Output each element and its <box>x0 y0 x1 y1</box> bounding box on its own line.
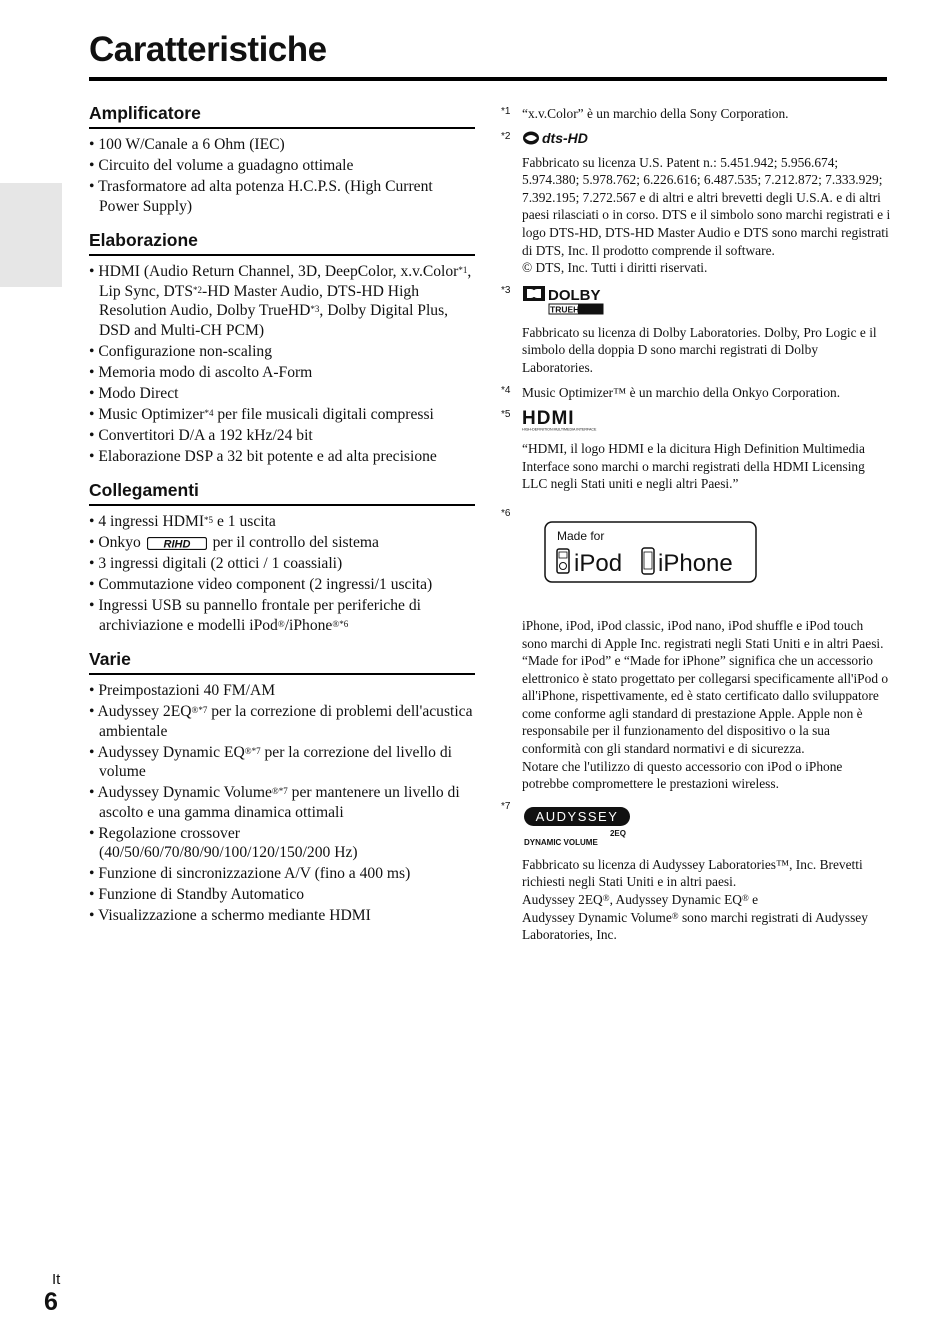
footnote-text: Music Optimizer™ è un marchio della Onkyo Corporation. <box>522 384 841 400</box>
list-item: • Audyssey Dynamic $EQ^{®*7}$ per la correzione del livello di volume <box>89 743 475 782</box>
footnote-text: “HDMI, il logo HDMI e la dicitura High Definition Multimedia Interface sono marchi o marchi registrati della HDMI Licensing LLC negli Stati uniti e negli altri Paesi.” <box>522 441 865 492</box>
footnote-1 <box>501 105 891 123</box>
list-item: • Configurazione non-scaling <box>89 342 475 362</box>
list-item: • Trasformatore ad alta potenza H.C.P.S. (High Current Power Supply) <box>89 177 475 216</box>
svg-text:RIHD: RIHD <box>163 538 191 550</box>
list-item: • Funzione di sincronizzazione A/V (fino a 400 ms) <box>89 864 475 884</box>
svg-text:AUDYSSEY: AUDYSSEY <box>535 808 619 824</box>
dolby-truehd-logo <box>522 284 608 316</box>
footnotes-column <box>501 105 891 951</box>
svg-text:Made for: Made for <box>557 528 605 543</box>
section-heading: Collegamenti <box>89 480 475 506</box>
footnote-mark: *7 <box>501 800 511 812</box>
list-item: • Memoria modo di ascolto A-Form <box>89 363 475 383</box>
section-collegamenti <box>89 480 475 635</box>
footnote-text: “x.v.Color” è un marchio della Sony Corporation. <box>522 106 789 121</box>
svg-text:DYNAMIC VOLUME: DYNAMIC VOLUME <box>524 837 598 847</box>
footnote-text: iPhone, iPod, iPod classic, iPod nano, iPod shuffle e iPod touch sono marchi di Apple Inc. registrati negli Stati Uniti e in altri Paesi. <box>522 617 884 651</box>
list-item: • Onkyo RIHD per il controllo del sistema <box>89 533 475 553</box>
list-item: • Music Optimizer$^{*4}$ per file musicali digitali compressi <box>89 405 475 425</box>
list-item: • Elaborazione DSP a 32 bit potente e ad alta precisione <box>89 447 475 467</box>
svg-text:2EQ: 2EQ <box>609 828 626 838</box>
footnote-text: Notare che l'utilizzo di questo accessorio con iPod o iPhone potrebbe compromettere le prestazioni wireless. <box>522 758 843 792</box>
list-item: • 100 W/Canale a 6 Ohm (IEC) <box>89 135 475 155</box>
footnote-mark: *1 <box>501 106 511 117</box>
footnote-7 <box>501 800 891 944</box>
footnote-text: “Made for iPod” e “Made for iPhone” significa che un accessorio elettronico è stato progettato per collegarsi specificamente all'iPod o all'iPhone, rispettivamente, ed è stato certificato dallo sviluppatore come conforme agli standard di prestazione Apple. Apple non è responsabile per il funzionamento del dispositivo o la sua conformità con gli standard normativi e di sicurezza. <box>522 653 889 757</box>
section-heading: Varie <box>89 649 475 675</box>
svg-text:dts-HD: dts-HD <box>542 129 588 146</box>
footnote-mark: *6 <box>501 507 511 519</box>
list-item: • HDMI (Audio Return Channel, 3D, DeepColor, x.v.Color$^{*1}$, Lip Sync, DTS$^{*2}$-HD Master Audio, DTS-HD High Resolution Audio, Dolby TrueHD$^{*3}$, Dolby Digital Plus, DSD and Multi-CH PCM) <box>89 262 475 340</box>
footnote-3 <box>501 284 891 377</box>
footnote-4 <box>501 384 891 402</box>
section-heading: Amplificatore <box>89 103 475 129</box>
list-item: • Audyssey $2EQ^{®*7}$ per la correzione di problemi dell'acustica ambientale <box>89 702 475 741</box>
list-item: • 4 ingressi HDMI$^{*5}$ e 1 uscita <box>89 512 475 532</box>
list-item: • Commutazione video component (2 ingressi/1 uscita) <box>89 575 475 595</box>
list-item: • Circuito del volume a guadagno ottimale <box>89 156 475 176</box>
audyssey-logo <box>522 806 632 852</box>
page-title: Caratteristiche <box>89 30 327 69</box>
list-item: • Modo Direct <box>89 384 475 404</box>
section-amplificatore <box>89 103 475 216</box>
svg-text:iPhone: iPhone <box>658 549 733 577</box>
list-item: • Visualizzazione a schermo mediante HDMI <box>89 906 475 926</box>
footnote-text: Fabbricato su licenza di Audyssey Laboratories™, Inc. Brevetti richiesti negli Stati Uniti e in altri paesi. <box>522 856 863 890</box>
list-item: • Preimpostazioni 40 FM/AM <box>89 681 475 701</box>
footnote-mark: *3 <box>501 284 511 296</box>
title-rule <box>89 77 887 81</box>
list-item: • Ingressi USB su pannello frontale per periferiche di archiviazione e modelli iPod®/iPhone$^{®*6}$ <box>89 596 475 635</box>
rihd-logo <box>147 537 207 550</box>
section-heading: Elaborazione <box>89 230 475 256</box>
footnote-text: Fabbricato su licenza di Dolby Laboratories. Dolby, Pro Logic e il simbolo della doppia D sono marchi registrati di Dolby Laboratories. <box>522 324 877 375</box>
svg-text:HDMI: HDMI <box>522 408 575 430</box>
made-for-ipod-iphone-badge <box>544 521 760 585</box>
svg-text:iPod: iPod <box>574 549 623 577</box>
footnote-mark: *4 <box>501 384 511 396</box>
footnote-5 <box>501 408 891 493</box>
list-item: • Audyssey Dynamic Volume$^{®*7}$ per mantenere un livello di ascolto e una gamma dinamica ottimali <box>89 783 475 822</box>
list-item: • Funzione di Standby Automatico <box>89 885 475 905</box>
footnote-mark: *5 <box>501 409 511 421</box>
footnote-text: Audyssey Dynamic Volume® sono marchi registrati di Audyssey Laboratories, Inc. <box>522 909 868 943</box>
list-item: • Regolazione crossover (40/50/60/70/80/90/100/120/150/200 Hz) <box>89 824 475 863</box>
features-column <box>89 103 475 940</box>
page-number: 6 <box>44 1288 58 1316</box>
footnote-text: © DTS, Inc. Tutti i diritti riservati. <box>522 260 708 276</box>
side-tab <box>0 183 62 287</box>
svg-text:DOLBY: DOLBY <box>548 286 601 304</box>
section-elaborazione <box>89 230 475 466</box>
list-item: • Convertitori D/A a 192 kHz/24 bit <box>89 426 475 446</box>
list-item: • 3 ingressi digitali (2 ottici / 1 coassiali) <box>89 554 475 574</box>
hdmi-logo <box>522 408 622 432</box>
footnote-2 <box>501 130 891 277</box>
page-language: It <box>52 1271 61 1288</box>
svg-text:TRUEHD: TRUEHD <box>550 304 586 315</box>
section-varie <box>89 649 475 926</box>
footnote-text: Fabbricato su licenza U.S. Patent n.: 5.451.942; 5.956.674; 5.974.380; 5.978.762; 6.226.616; 6.487.535; 7.212.872; 7.333.929; 7.392.195; 7.272.567 e di altri e altri brevetti degli U.S.A. e di altri paesi rilasciati o in corso. DTS e il simbolo sono marchi registrati e i logo DTS-HD, DTS-HD Master Audio e DTS sono marchi registrati di DTS, Inc. Il prodotto comprende il software. <box>522 154 891 258</box>
svg-text:HIGH-DEFINITION MULTIMEDIA INT: HIGH-DEFINITION MULTIMEDIA INTERFACE <box>522 427 597 432</box>
footnote-6 <box>501 507 891 793</box>
footnote-mark: *2 <box>501 130 511 142</box>
dts-hd-logo <box>522 130 606 146</box>
footnote-text: Audyssey 2EQ®, Audyssey Dynamic EQ® e <box>522 892 759 908</box>
